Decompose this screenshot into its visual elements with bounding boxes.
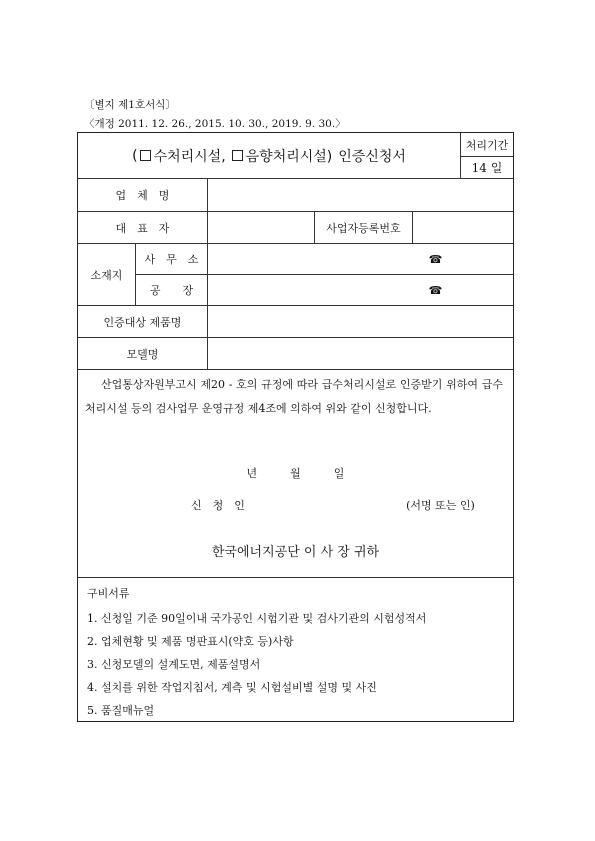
date-line: 년 월 일	[246, 467, 345, 480]
requirement-item: 4. 설치를 위한 작업지침서, 계측 및 시험설비별 설명 및 사진	[87, 681, 377, 694]
processing-period-label: 처리기간	[465, 138, 509, 152]
revision-note: 〈개정 2011. 12. 26., 2015. 10. 30., 2019. 9. 30.〉	[84, 118, 346, 130]
recipient-line: 한국에너지공단 이 사 장 귀하	[211, 544, 380, 560]
divider	[78, 577, 513, 578]
title-option-sound: 음향처리시설)	[245, 148, 333, 165]
signature-note: (서명 또는 인)	[406, 499, 475, 512]
factory-address-field[interactable]	[208, 275, 513, 305]
title-option-water: 수처리시설,	[153, 148, 226, 165]
divider	[78, 369, 513, 370]
applicant-label: 신 청 인	[191, 499, 245, 512]
office-label: 사 무 소	[144, 253, 199, 266]
business-reg-no-label: 사업자등록번호	[326, 221, 401, 235]
model-name-label: 모델명	[126, 347, 159, 361]
form-title	[78, 133, 460, 178]
phone-icon: ☎	[428, 283, 443, 297]
phone-icon: ☎	[428, 252, 443, 266]
requirement-item: 3. 신청모델의 설계도면, 제품설명서	[87, 658, 261, 671]
application-form	[77, 132, 514, 722]
model-name-field[interactable]	[208, 338, 513, 369]
processing-period-value: 14 일	[471, 161, 503, 175]
address-label: 소재지	[90, 268, 123, 282]
representative-label: 대 표 자	[115, 221, 170, 235]
factory-label: 공 장	[149, 284, 194, 297]
requirement-item: 2. 업체현황 및 제품 명판표시(약호 등)사항	[87, 635, 294, 648]
requirement-item: 1. 신청일 기준 90일이내 국가공인 시험기관 및 검사기관의 시험성적서	[87, 612, 427, 625]
requirement-item: 5. 품질매뉴얼	[87, 704, 155, 717]
company-name-label: 업 체 명	[115, 189, 170, 202]
company-name-field[interactable]	[208, 179, 513, 211]
water-treatment-checkbox[interactable]	[140, 150, 151, 161]
requirements-heading: 구비서류	[87, 587, 130, 600]
form-number: 〔별지 제1호서식〕	[84, 99, 176, 111]
representative-field[interactable]	[208, 212, 314, 243]
title-text: 인증신청서	[338, 148, 406, 165]
sound-treatment-checkbox[interactable]	[232, 150, 243, 161]
product-name-label: 인증대상 제품명	[103, 315, 182, 329]
title-paren: (	[132, 147, 138, 164]
application-statement: 산업통상자원부고시 제20 - 호의 규정에 따라 급수처리시설로 인증받기 위하여 급수처리시설 등의 검사업무 운영규정 제4조에 의하여 위와 같이 신청합니다.	[85, 378, 503, 415]
office-address-field[interactable]	[208, 244, 513, 274]
business-reg-no-field[interactable]	[413, 212, 513, 243]
product-name-field[interactable]	[208, 306, 513, 337]
